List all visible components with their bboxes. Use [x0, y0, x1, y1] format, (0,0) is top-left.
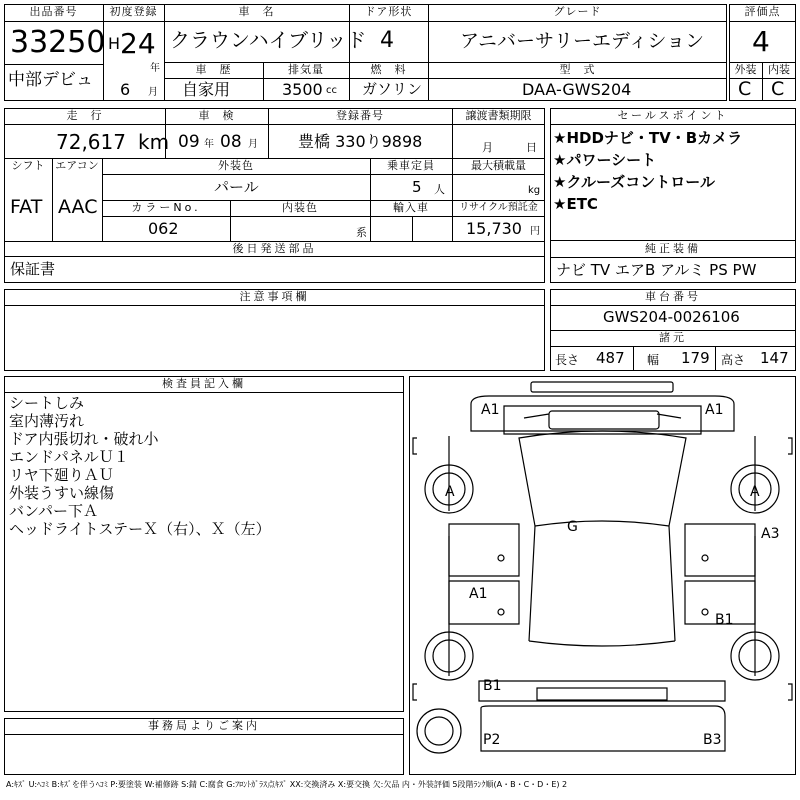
- fuel-label: 燃 料: [370, 63, 407, 76]
- mileage-label: 走 行: [66, 109, 103, 122]
- inspector-line: ドア内張切れ・破れ小: [9, 430, 159, 448]
- capacity-unit: 人: [434, 183, 445, 196]
- recycle-label: リサイクル預託金: [459, 202, 538, 213]
- displacement-unit: cc: [326, 85, 337, 96]
- ac-value: AAC: [58, 196, 98, 218]
- damage-mark-wheel-front-right: A: [750, 484, 760, 500]
- era: H: [108, 34, 121, 53]
- notes-label: 注意事項欄: [239, 290, 310, 303]
- inspector-line: 外装うすい線傷: [9, 484, 115, 502]
- lot-number: 33250: [10, 25, 106, 60]
- interior-grade: C: [771, 78, 785, 100]
- car-diagram: [409, 376, 796, 775]
- inspector-line: リヤ下廻りＡＵ: [9, 466, 114, 484]
- damage-mark-left-rear: B1: [483, 678, 502, 694]
- transfer-day-unit: 日: [526, 141, 537, 154]
- later-parts-block: [4, 257, 545, 283]
- color-label: 外装色: [218, 159, 254, 172]
- chassis-value: GWS204-0026106: [603, 308, 740, 326]
- damage-mark-roof: G: [567, 519, 578, 535]
- length-value: 487: [596, 349, 625, 367]
- inspection-month: 08: [220, 132, 242, 152]
- exterior-label: 外装: [734, 63, 757, 76]
- transfer-month-unit: 月: [482, 141, 493, 154]
- grade-value: アニバーサリーエディション: [460, 30, 705, 52]
- inspection-year-unit: 年: [204, 139, 214, 150]
- mileage-value: 72,617: [56, 130, 126, 154]
- reg-year: 24: [120, 27, 156, 60]
- sales-point-item: ★ETC: [553, 195, 598, 213]
- shift-label: シフト: [11, 159, 45, 172]
- capacity-label: 乗車定員: [387, 159, 435, 172]
- inspector-line: シートしみ: [9, 394, 85, 412]
- door-count: 4: [380, 28, 394, 53]
- later-parts-label: 後日発送部品: [232, 242, 317, 255]
- dimensions-label: 諸元: [659, 331, 687, 344]
- damage-mark-right-rear: B1: [715, 612, 734, 628]
- mileage-unit: km: [138, 130, 170, 154]
- color-no-label: カラーNo.: [131, 201, 201, 214]
- damage-mark-wheel-front-left: A: [445, 484, 455, 500]
- inspection-month-unit: 月: [248, 139, 258, 150]
- damage-mark-left-door: A1: [469, 586, 488, 602]
- damage-mark-rear-left: P2: [483, 732, 501, 748]
- height-value: 147: [760, 349, 789, 367]
- transfer-label: 譲渡書類期限: [465, 109, 532, 122]
- chassis-label: 車台番号: [645, 290, 701, 303]
- grade-label: グレード: [553, 5, 602, 18]
- exterior-grade: C: [738, 78, 752, 100]
- sales-point-item: ★HDDナビ・TV・Bカメラ: [553, 129, 743, 147]
- history-value: 自家用: [182, 80, 231, 99]
- sales-point-item: ★クルーズコントロール: [553, 173, 715, 191]
- fuel-value: ガソリン: [362, 80, 423, 98]
- interior-label: 内装: [768, 63, 790, 76]
- inspector-line: エンドパネルＵ１: [9, 448, 129, 466]
- capacity-value: 5: [412, 178, 422, 196]
- inspector-line: 室内薄汚れ: [9, 412, 85, 430]
- inspection-year: 09: [178, 132, 200, 152]
- score-value: 4: [752, 25, 770, 58]
- sales-points-label: セールスポイント: [617, 109, 729, 122]
- load-unit: kg: [528, 185, 541, 196]
- year-unit: 年: [150, 63, 160, 74]
- model-label: 型 式: [559, 63, 596, 76]
- score-label: 評価点: [744, 5, 781, 18]
- later-parts-value: 保証書: [10, 260, 56, 278]
- height-label: 高さ: [721, 353, 746, 367]
- recycle-unit: 円: [530, 226, 540, 237]
- color-no-value: 062: [148, 219, 179, 238]
- inspection-label: 車 検: [198, 109, 235, 122]
- width-value: 179: [681, 349, 710, 367]
- inspector-line: ヘッドライトステーＸ（右）、Ｘ（左）: [9, 520, 271, 538]
- displacement-label: 排気量: [288, 63, 324, 76]
- reg-month: 6: [120, 80, 131, 99]
- month-unit: 月: [148, 87, 158, 98]
- legend: A:ｷｽﾞ U:ﾍｺﾐ B:ｷｽﾞを伴うﾍｺﾐ P:要塗装 W:補修跡 S:錆 C:腐食 G:ﾌﾛﾝﾄｶﾞﾗｽ点ｷｽﾞ XX:交換済み X:要交換 欠:欠品 内・外装評価 5段階ﾗﾝｸ順(A・B・C・D・E) 2: [6, 780, 568, 789]
- inspector-line: バンパー下Ａ: [9, 502, 98, 520]
- displacement-value: 3500: [282, 80, 323, 99]
- damage-mark-front-right: A1: [705, 402, 724, 418]
- venue: 中部デビュ: [8, 70, 93, 90]
- recycle-value: 15,730: [466, 219, 522, 238]
- equipment-value: ナビ TV エアB アルミ PS PW: [556, 261, 757, 279]
- damage-mark-front-left: A1: [481, 402, 500, 418]
- color-value: パール: [214, 178, 259, 196]
- damage-mark-rear-right: B3: [703, 732, 722, 748]
- office-label: 事務局よりご案内: [148, 719, 260, 732]
- sales-point-item: ★パワーシート: [553, 151, 657, 169]
- equipment-label: 純正装備: [645, 242, 701, 255]
- width-label: 幅: [647, 353, 660, 367]
- import-label: 輸入車: [393, 201, 429, 214]
- plate-value: 豊橋 330り9898: [298, 132, 423, 151]
- load-label: 最大積載量: [471, 159, 526, 172]
- interior-color-unit: 系: [356, 226, 367, 239]
- history-label: 車 歴: [195, 63, 232, 76]
- first-reg-label: 初度登録: [109, 5, 158, 18]
- lot-label: 出品番号: [29, 5, 78, 18]
- model-code: DAA-GWS204: [522, 80, 632, 99]
- car-name: クラウンハイブリッド: [170, 28, 367, 52]
- interior-color-label: 内装色: [282, 201, 318, 214]
- ac-label: エアコン: [55, 159, 99, 172]
- plate-label: 登録番号: [336, 109, 384, 122]
- shift-value: FAT: [10, 196, 43, 218]
- damage-mark-right-side: A3: [761, 526, 780, 542]
- length-label: 長さ: [555, 353, 580, 367]
- door-label: ドア形状: [364, 5, 413, 18]
- car-name-label: 車 名: [238, 5, 275, 18]
- inspector-label: 検査員記入欄: [162, 377, 246, 390]
